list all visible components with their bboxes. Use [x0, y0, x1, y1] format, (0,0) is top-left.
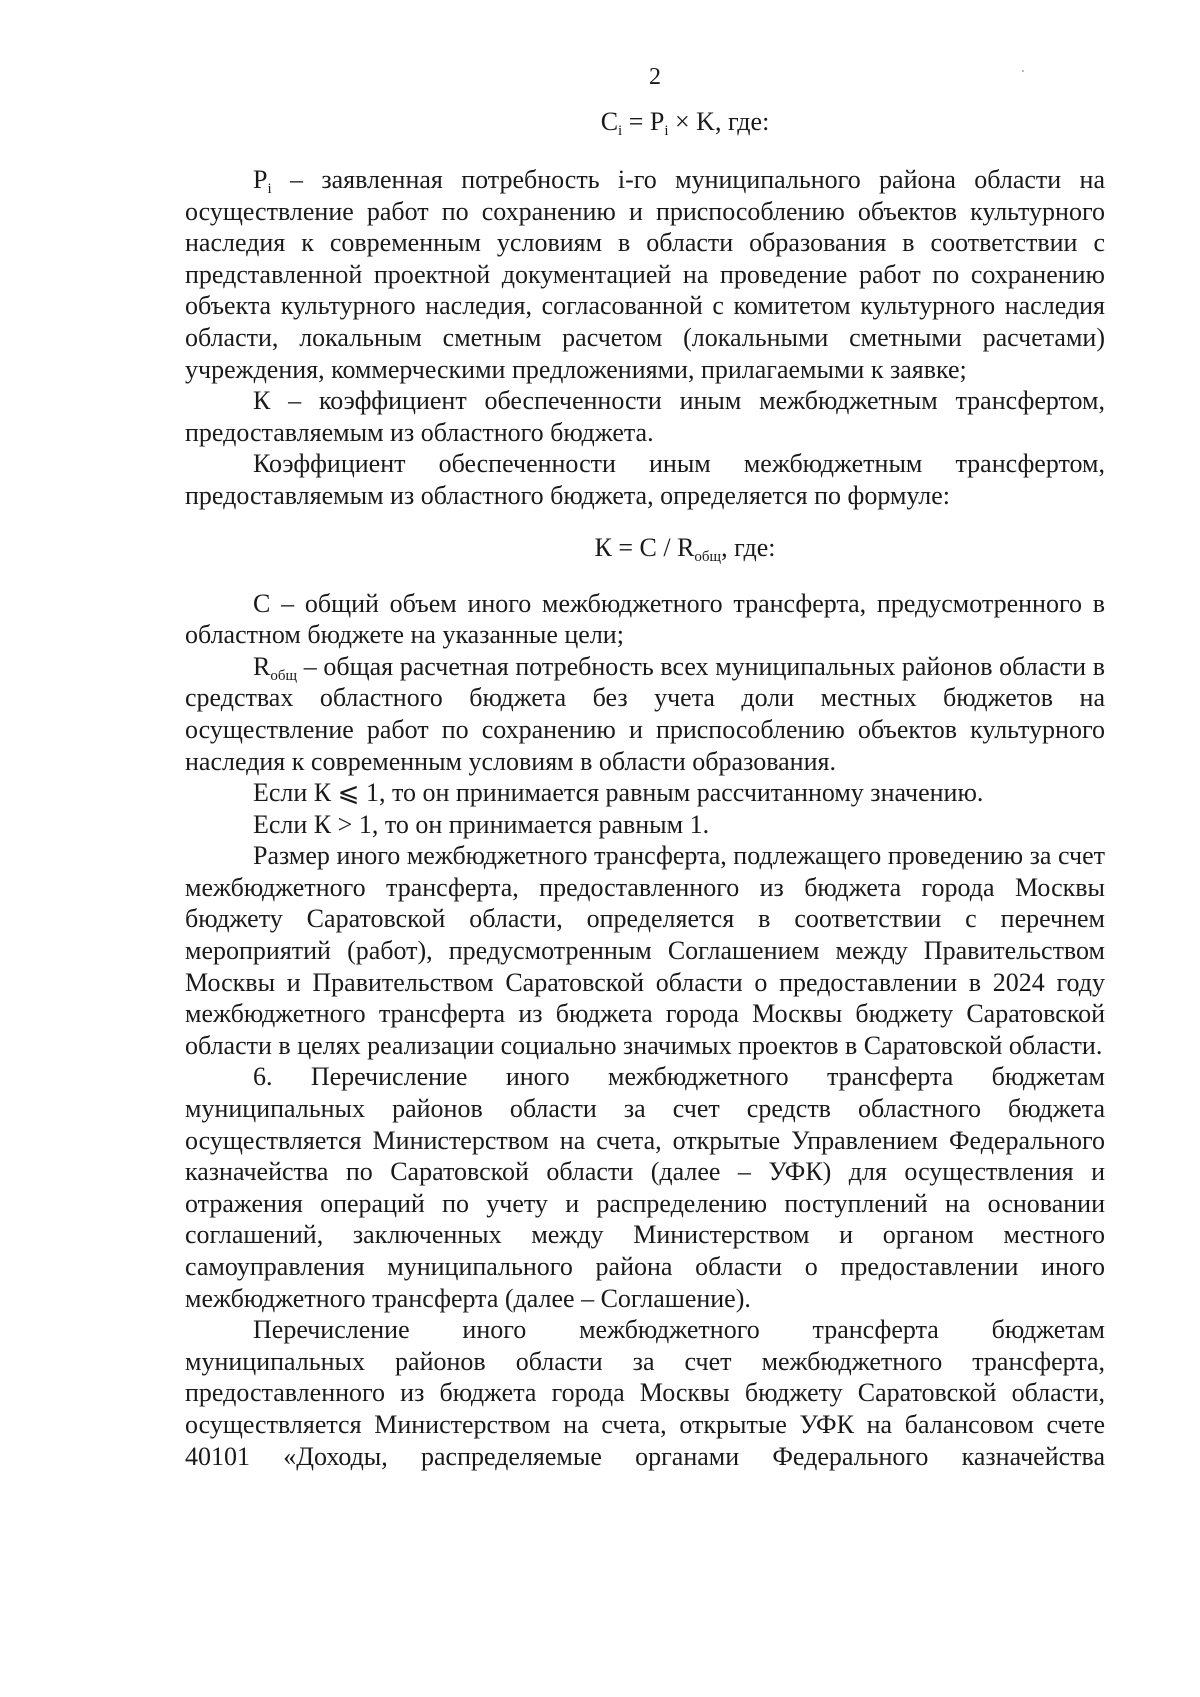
pi-definition-text: – заявленная потребность i-го муниципального района области на осуществление работ по сохранению и приспособлению объектов культурного наследия к современным условиям в области образования в соответствии с представленной проектной документацией на проведение работ по сохранению объекта культурного наследия, согласованной с комитетом культурного наследия области, локальным сметным расчетом (локальными сметными расчетами) учреждения, коммерческими предложениями, прилагаемыми к заявке; [185, 165, 1105, 384]
paragraph-transfer-moscow: Перечисление иного межбюджетного трансферта бюджетам муниципальных районов области за счет межбюджетного трансферта, предоставленного из бюджета города Москвы бюджету Саратовской области, осуществляется Министерством на счета, открытые УФК на балансовом счете 40101 «Доходы, распределяемые органами Федерального казначейства [185, 1315, 1105, 1471]
paragraph-6-transfer: 6. Перечисление иного межбюджетного трансферта бюджетам муниципальных районов области за счет средств областного бюджета осуществляется Министерством на счета, открытые Управлением Федерального казначейства по Саратовской области (далее – УФК) для осуществления и отражения операций по учету и распределению поступлений на основании соглашений, заключенных между Министерством и органом местного самоуправления муниципального района области о предоставлении иного межбюджетного трансферта (далее – Соглашение). [185, 1062, 1105, 1313]
document-body [185, 62, 1105, 1472]
page-number: 2 [649, 64, 661, 90]
r-variable: R [253, 651, 271, 681]
formula-ci [265, 106, 1105, 138]
formula-ci-p-subscript: i [664, 123, 669, 139]
r-variable-subscript: общ [270, 667, 298, 684]
paragraph-k-le-one: Если К ⩽ 1, то он принимается равным рассчитанному значению. [253, 778, 984, 808]
formula-k-left: К = С / R [594, 532, 695, 562]
paragraph-k-definition: К – коэффициент обеспеченности иным межбюджетным трансфертом, предоставляемым из областного бюджета. [185, 386, 1105, 447]
paragraph-r-definition [185, 651, 1105, 777]
formula-ci-c: C [600, 107, 619, 136]
pi-variable: P [253, 165, 268, 194]
formula-k-rest: , где: [721, 532, 776, 562]
paragraph-transfer-size: Размер иного межбюджетного трансферта, подлежащего проведению за счет межбюджетного трансферта, предоставленного из бюджета города Москвы бюджету Саратовской области, определяется в соответствии с перечнем мероприятий (работ), предусмотренным Соглашением между Правительством Москвы и Правительством Саратовской области о предоставлении в 2024 году межбюджетного трансферта из бюджета города Москвы бюджету Саратовской области в целях реализации социально значимых проектов в Саратовской области. [185, 841, 1105, 1060]
formula-ci-eq: = P [622, 107, 665, 136]
pi-variable-subscript: i [267, 181, 272, 197]
formula-ci-c-subscript: i [618, 123, 623, 139]
formula-k [265, 532, 1105, 564]
formula-k-subscript: общ [694, 548, 722, 565]
paragraph-k-formula-intro: Коэффициент обеспеченности иным межбюджетным трансфертом, предоставляемым из областного бюджета, определяется по формуле: [185, 449, 1105, 510]
paragraph-pi-definition [185, 164, 1105, 385]
paragraph-c-definition: С – общий объем иного межбюджетного трансферта, предусмотренного в областном бюджете на указанные цели; [185, 588, 1105, 650]
paragraph-k-gt-one: Если К > 1, то он принимается равным 1. [253, 809, 710, 839]
r-definition-text: – общая расчетная потребность всех муниципальных районов области в средствах областного бюджета без учета доли местных бюджетов на осуществление работ по сохранению и приспособлению объектов культурного наследия к современным условиям в области образования. [185, 651, 1105, 776]
formula-ci-rest: × K, где: [668, 107, 770, 136]
